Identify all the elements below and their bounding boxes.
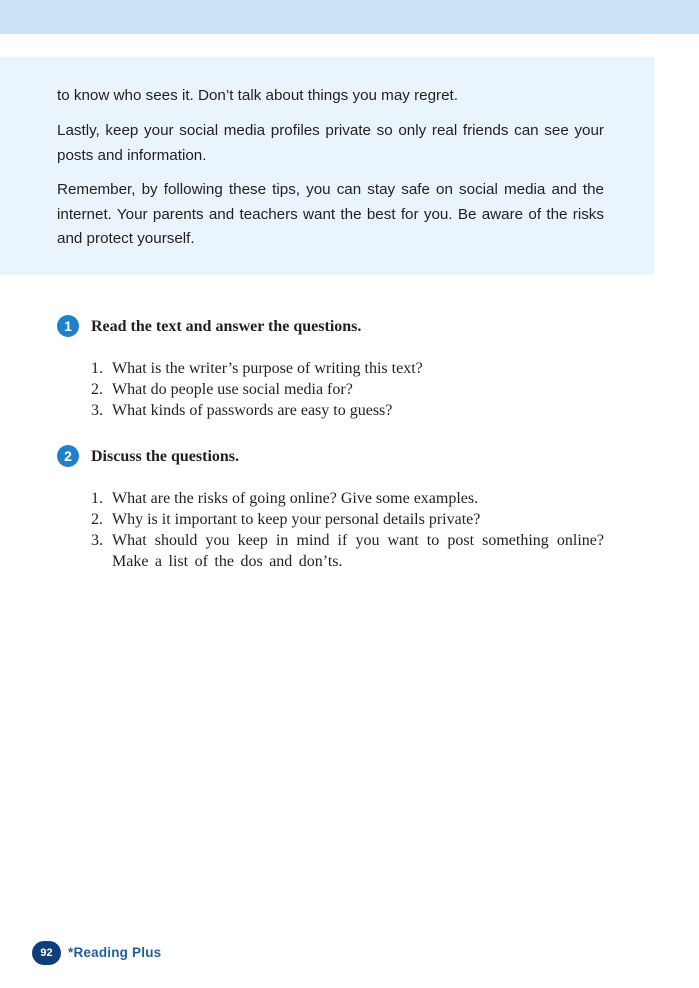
question-number: 1. xyxy=(91,490,103,507)
exercise-instruction: Read the text and answer the questions. xyxy=(91,318,362,335)
question-item xyxy=(91,530,604,572)
section-label: *Reading Plus xyxy=(68,945,162,960)
question-number: 1. xyxy=(91,360,103,377)
question-text: What are the risks of going online? Give some examples. xyxy=(112,490,479,507)
question-item xyxy=(91,509,604,530)
exercise-number-badge: 2 xyxy=(57,445,79,467)
question-text: What do people use social media for? xyxy=(112,381,353,398)
question-item xyxy=(91,358,604,379)
top-header-band xyxy=(0,0,699,34)
question-number: 3. xyxy=(91,402,103,419)
question-text: What kinds of passwords are easy to guess? xyxy=(112,402,393,419)
question-text: Why is it important to keep your personal details private? xyxy=(112,511,481,528)
question-item xyxy=(91,488,604,509)
question-list xyxy=(91,358,604,421)
reading-paragraph: Remember, by following these tips, you can stay safe on social media and the internet. Your parents and teachers want the best for you. Be aware of the risks and protect yourself. xyxy=(57,181,604,247)
question-number: 2. xyxy=(91,381,103,398)
question-item xyxy=(91,379,604,400)
exercise-instruction: Discuss the questions. xyxy=(91,448,240,465)
question-text: What should you keep in mind if you want to post something online? Make a list of the dos and don’ts. xyxy=(112,532,604,570)
question-number: 3. xyxy=(91,532,103,549)
reading-text-box xyxy=(0,57,654,275)
exercise-number-badge: 1 xyxy=(57,315,79,337)
question-number: 2. xyxy=(91,511,103,528)
reading-paragraph: to know who sees it. Don’t talk about things you may regret. xyxy=(57,87,458,104)
question-list xyxy=(91,488,604,572)
question-item xyxy=(91,400,604,421)
reading-paragraph: Lastly, keep your social media profiles private so only real friends can see your posts and information. xyxy=(57,122,604,164)
question-text: What is the writer’s purpose of writing this text? xyxy=(112,360,423,377)
page-number-badge: 92 xyxy=(32,941,61,965)
